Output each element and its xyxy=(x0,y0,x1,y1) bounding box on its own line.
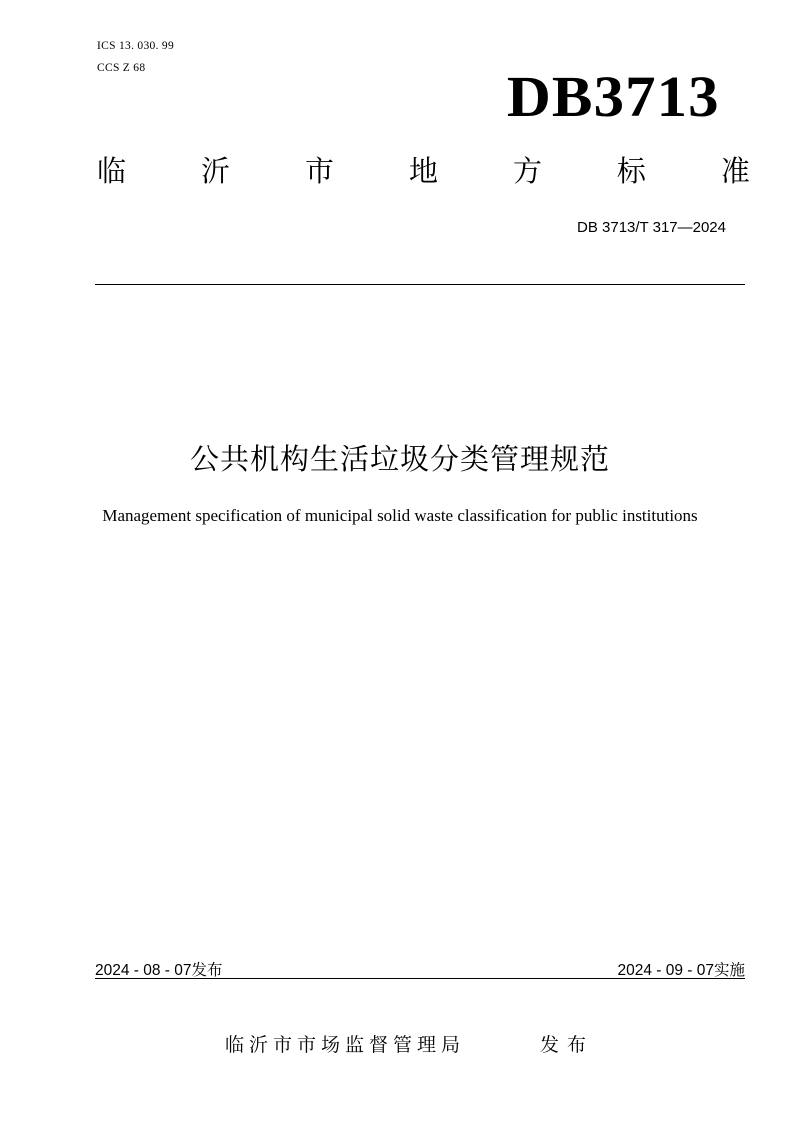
db-logo: DB3713 xyxy=(507,64,720,129)
bottom-divider xyxy=(95,978,745,979)
local-standard-title-char: 标 xyxy=(616,154,646,188)
document-title-chinese: 公共机构生活垃圾分类管理规范 xyxy=(189,442,610,476)
ccs-code: CCS Z 68 xyxy=(97,62,146,74)
local-standard-title-char: 市 xyxy=(304,154,334,188)
ics-code: ICS 13. 030. 99 xyxy=(97,40,175,52)
local-standard-title-char: 地 xyxy=(408,154,438,188)
issue-label: 发布 xyxy=(191,961,223,979)
local-standard-title-char: 临 xyxy=(97,154,127,188)
issuing-authority: 临沂市市场监督管理局 xyxy=(225,1034,466,1056)
issue-date xyxy=(95,958,223,980)
document-title-english: Management specification of municipal solid waste classification for public institutions xyxy=(102,506,698,525)
issue-date-value: 2024 - 08 - 07 xyxy=(95,962,192,979)
issuer-action: 发布 xyxy=(540,1034,595,1056)
local-standard-title-char: 准 xyxy=(720,154,750,188)
standard-number: DB 3713/T 317—2024 xyxy=(577,219,726,236)
top-divider xyxy=(95,284,745,285)
local-standard-title xyxy=(97,154,750,188)
implementation-date xyxy=(617,958,745,980)
implementation-date-value: 2024 - 09 - 07 xyxy=(617,962,714,979)
implementation-label: 实施 xyxy=(713,961,745,979)
local-standard-title-char: 沂 xyxy=(200,154,230,188)
local-standard-title-char: 方 xyxy=(512,154,542,188)
